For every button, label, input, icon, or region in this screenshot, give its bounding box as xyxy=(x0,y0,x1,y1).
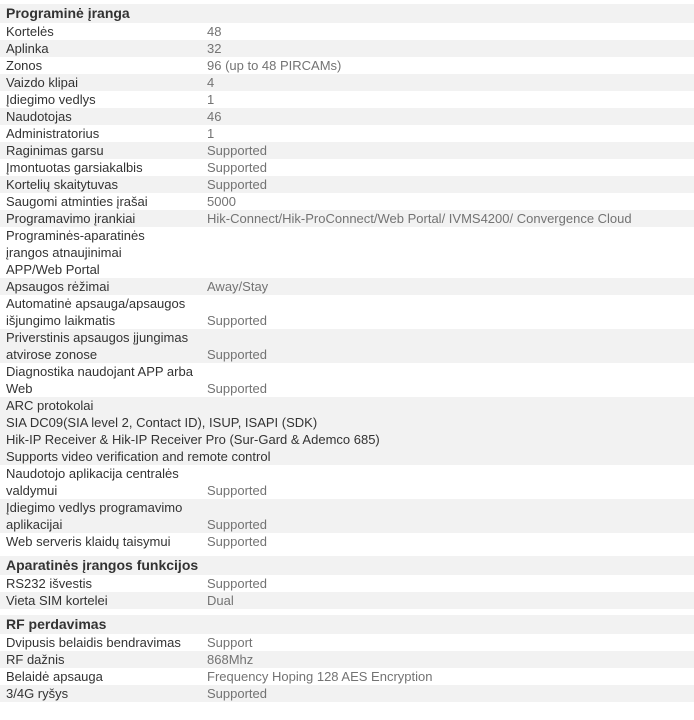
spec-value-text: Supported xyxy=(207,177,267,192)
spec-value-text: Supported xyxy=(207,576,267,591)
spec-label: Zonos xyxy=(6,58,43,73)
spec-row xyxy=(0,278,694,295)
spec-value-text: Supported xyxy=(207,381,267,396)
spec-row xyxy=(0,40,694,57)
spec-value xyxy=(207,575,694,592)
spec-value xyxy=(207,499,694,533)
spec-value xyxy=(207,142,694,159)
spec-row xyxy=(0,227,694,278)
spec-value-text: Supported xyxy=(207,347,267,362)
spec-row xyxy=(0,634,694,651)
spec-value xyxy=(207,74,694,91)
spec-value xyxy=(207,57,694,74)
spec-value xyxy=(207,125,694,142)
spec-label: Raginimas garsu xyxy=(6,143,104,158)
spec-label: Įmontuotas garsiakalbis xyxy=(6,160,143,175)
spec-value-text: Supported xyxy=(207,534,267,549)
spec-label: Programavimo įrankiai xyxy=(6,211,136,226)
spec-value-text: Supported xyxy=(207,313,267,328)
spec-label: Kortelės xyxy=(6,24,54,39)
spec-row xyxy=(0,142,694,159)
spec-label: Programinės-aparatinės įrangos atnaujinimai APP/Web Portal xyxy=(6,228,145,277)
spec-label: RS232 išvestis xyxy=(6,576,92,591)
section-title: Programinė įranga xyxy=(0,4,694,23)
spec-label: Dvipusis belaidis bendravimas xyxy=(6,635,181,650)
spec-value-text: 4 xyxy=(207,75,215,90)
spec-value xyxy=(207,651,694,668)
spec-value xyxy=(207,23,694,40)
spec-label: Diagnostika naudojant APP arba Web xyxy=(6,364,193,396)
spec-label: Vaizdo klipai xyxy=(6,75,79,90)
spec-value xyxy=(207,91,694,108)
spec-value xyxy=(207,592,694,609)
spec-value xyxy=(207,465,694,499)
spec-label: 3/4G ryšys xyxy=(6,686,69,701)
spec-label: Naudotojas xyxy=(6,109,72,124)
spec-value xyxy=(207,108,694,125)
spec-value xyxy=(207,40,694,57)
spec-row xyxy=(0,685,694,702)
spec-value-text: Away/Stay xyxy=(207,279,269,294)
spec-label: ARC protokolai SIA DC09(SIA level 2, Contact ID), ISUP, ISAPI (SDK) Hik-IP Receiver & Hik-IP Receiver Pro (Sur-Gard & Ademco 685) Supports video verification and remote control xyxy=(6,398,380,464)
spec-label: Saugomi atminties įrašai xyxy=(6,194,148,209)
spec-value xyxy=(207,227,694,278)
spec-value-text: Supported xyxy=(207,483,267,498)
spec-value-text: Support xyxy=(207,635,253,650)
spec-row xyxy=(0,329,694,363)
spec-value-text: 32 xyxy=(207,41,222,56)
spec-row xyxy=(0,57,694,74)
spec-row xyxy=(0,651,694,668)
spec-value-text: Frequency Hoping 128 AES Encryption xyxy=(207,669,433,684)
spec-value-text: Supported xyxy=(207,160,267,175)
spec-label: Kortelių skaitytuvas xyxy=(6,177,118,192)
spec-row xyxy=(0,23,694,40)
spec-label: Administratorius xyxy=(6,126,100,141)
spec-label: Apsaugos rėžimai xyxy=(6,279,110,294)
spec-label: Web serveris klaidų taisymui xyxy=(6,534,171,549)
spec-value xyxy=(207,685,694,702)
spec-row xyxy=(0,159,694,176)
spec-value xyxy=(207,668,694,685)
spec-label: Belaidė apsauga xyxy=(6,669,103,684)
spec-label: Naudotojo aplikacija centralės valdymui xyxy=(6,466,179,498)
spec-row xyxy=(0,295,694,329)
spec-row xyxy=(0,575,694,592)
section-title: RF perdavimas xyxy=(0,615,694,634)
spec-value-text: Supported xyxy=(207,143,267,158)
spec-row xyxy=(0,108,694,125)
spec-value-text: Dual xyxy=(207,593,234,608)
spec-value-text: 48 xyxy=(207,24,222,39)
spec-label: Vieta SIM kortelei xyxy=(6,593,108,608)
spec-row xyxy=(0,74,694,91)
spec-section xyxy=(0,556,694,609)
spec-value-text: Hik-Connect/Hik-ProConnect/Web Portal/ IVMS4200/ Convergence Cloud xyxy=(207,211,632,226)
spec-value xyxy=(207,533,694,550)
spec-value-text: 96 (up to 48 PIRCAMs) xyxy=(207,58,342,73)
spec-row xyxy=(0,125,694,142)
spec-value xyxy=(207,363,694,397)
spec-label: Įdiegimo vedlys programavimo aplikacijai xyxy=(6,500,183,532)
spec-value xyxy=(207,278,694,295)
spec-row xyxy=(0,592,694,609)
spec-row xyxy=(0,465,694,499)
spec-table xyxy=(0,4,694,702)
spec-value xyxy=(207,295,694,329)
section-title: Aparatinės įrangos funkcijos xyxy=(0,556,694,575)
spec-value-text: Supported xyxy=(207,517,267,532)
spec-section xyxy=(0,4,694,550)
spec-value-text: 868Mhz xyxy=(207,652,254,667)
spec-row xyxy=(0,533,694,550)
spec-label: Aplinka xyxy=(6,41,49,56)
spec-label: Priverstinis apsaugos įjungimas atvirose zonose xyxy=(6,330,189,362)
spec-value xyxy=(207,329,694,363)
spec-label: RF dažnis xyxy=(6,652,65,667)
spec-row xyxy=(0,91,694,108)
spec-label: Automatinė apsauga/apsaugos išjungimo laikmatis xyxy=(6,296,186,328)
spec-value xyxy=(207,193,694,210)
spec-row xyxy=(0,668,694,685)
spec-value-text: 46 xyxy=(207,109,222,124)
spec-value-text: 1 xyxy=(207,92,215,107)
spec-row xyxy=(0,499,694,533)
spec-value-text: 1 xyxy=(207,126,215,141)
spec-value-text: 5000 xyxy=(207,194,236,209)
spec-value-text: Supported xyxy=(207,686,267,701)
spec-row xyxy=(0,210,694,227)
spec-value xyxy=(207,176,694,193)
spec-row xyxy=(0,176,694,193)
spec-label: Įdiegimo vedlys xyxy=(6,92,96,107)
spec-value xyxy=(207,210,694,227)
spec-row xyxy=(0,397,694,465)
spec-value xyxy=(207,159,694,176)
spec-row xyxy=(0,193,694,210)
spec-row xyxy=(0,363,694,397)
spec-section xyxy=(0,615,694,702)
spec-value xyxy=(207,634,694,651)
